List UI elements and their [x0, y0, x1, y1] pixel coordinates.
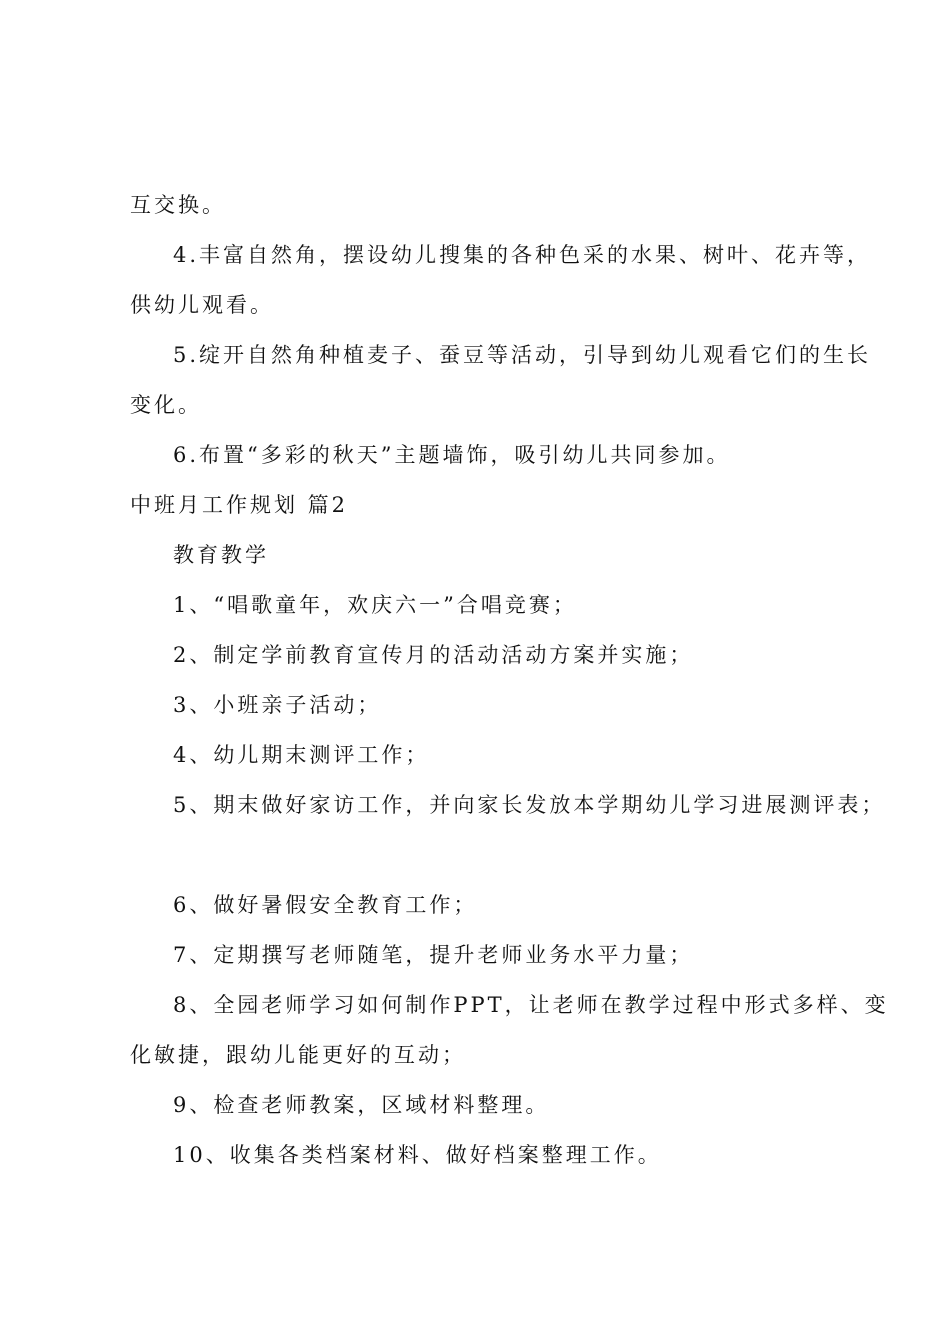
list-item-2: 2、制定学前教育宣传月的活动活动方案并实施；: [173, 643, 694, 667]
list-item-4-continuation: 供幼儿观看。: [130, 293, 274, 317]
list-item-7: 7、定期撰写老师随笔，提升老师业务水平力量；: [173, 943, 694, 967]
list-item-5: 5.绽开自然角种植麦子、蚕豆等活动，引导到幼儿观看它们的生长: [173, 343, 872, 367]
list-item-9: 9、检查老师教案，区域材料整理。: [173, 1093, 550, 1117]
list-item-8-continuation: 化敏捷，跟幼儿能更好的互动；: [130, 1043, 466, 1067]
list-item-8: 8、全园老师学习如何制作PPT，让老师在教学过程中形式多样、变: [173, 993, 889, 1017]
list-item-5-continuation: 变化。: [130, 393, 202, 417]
subsection-title: 教育教学: [173, 543, 269, 567]
section-heading: 中班月工作规划 篇2: [130, 493, 349, 517]
list-item-6: 6.布置“多彩的秋天”主题墙饰，吸引幼儿共同参加。: [173, 443, 731, 467]
list-item-5b: 5、期末做好家访工作，并向家长发放本学期幼儿学习进展测评表；: [173, 793, 886, 817]
paragraph-continuation: 互交换。: [130, 193, 226, 217]
list-item-3: 3、小班亲子活动；: [173, 693, 382, 717]
list-item-4b: 4、幼儿期末测评工作；: [173, 743, 430, 767]
list-item-6b: 6、做好暑假安全教育工作；: [173, 893, 478, 917]
list-item-1: 1、“唱歌童年，欢庆六一”合唱竞赛；: [173, 593, 577, 617]
list-item-4: 4.丰富自然角，摆设幼儿搜集的各种色采的水果、树叶、花卉等，: [173, 243, 872, 267]
list-item-10: 10、收集各类档案材料、做好档案整理工作。: [173, 1143, 662, 1167]
